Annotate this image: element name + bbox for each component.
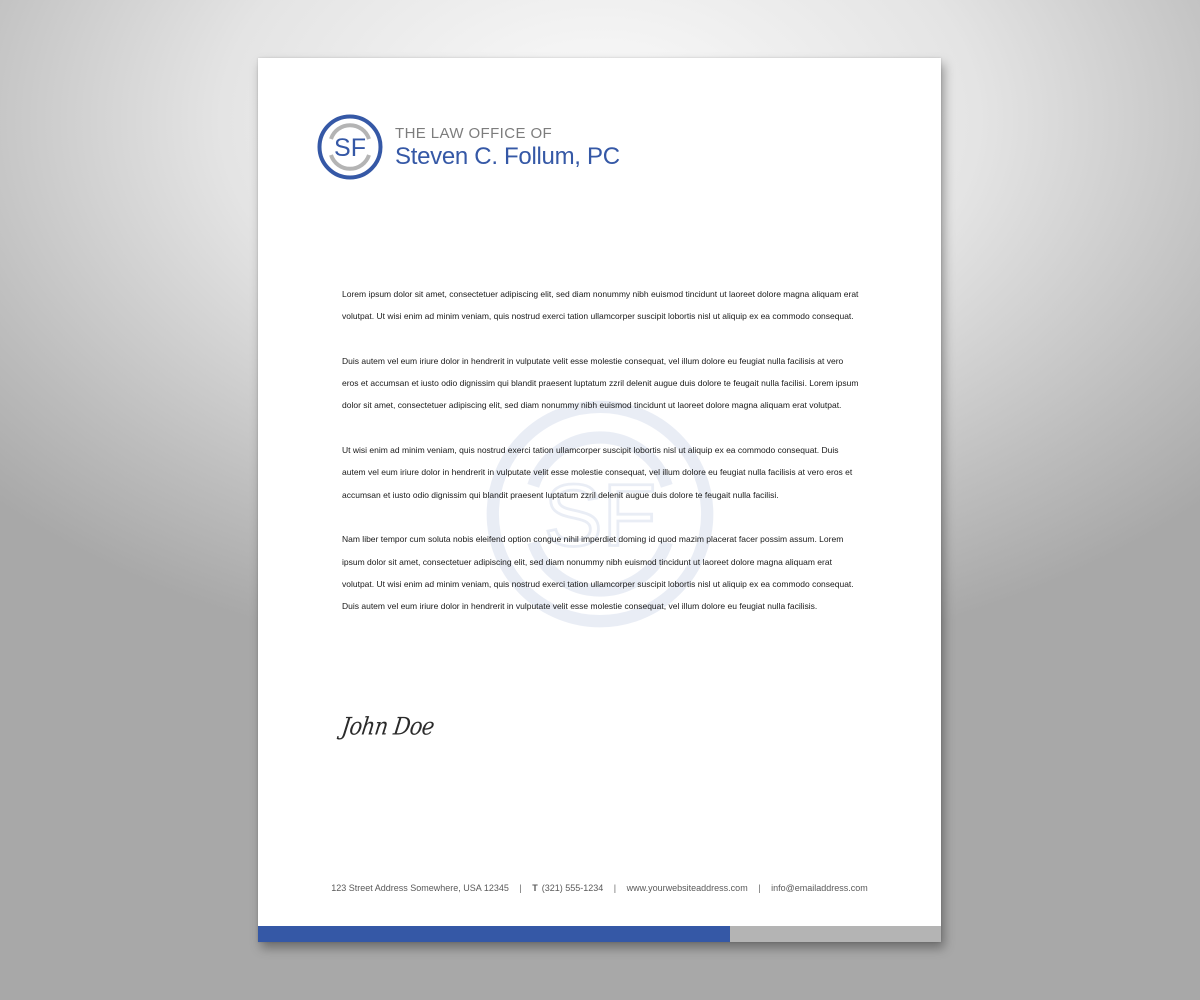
footer-separator: |: [613, 883, 617, 893]
firm-name: [395, 125, 620, 171]
footer-email: info@emailaddress.com: [771, 883, 868, 893]
letterhead-sheet: [258, 58, 941, 942]
watermark-monogram-text: SF: [543, 465, 657, 565]
footer-separator: |: [758, 883, 761, 893]
footer-separator: |: [519, 883, 522, 893]
letter-paragraph-1: Lorem ipsum dolor sit amet, consectetuer adipiscing elit, sed diam nonummy nibh euismod tincidunt ut laoreet dolore magna aliquam erat volutpat. Ut wisi enim ad minim veniam, quis nostrud exerci tation ullamcorper suscipit lobortis nisl ut aliquip ex ea commodo consequat.: [342, 289, 859, 322]
footer-bar-blue: [258, 926, 730, 942]
footer-website: www.yourwebsiteaddress.com: [626, 883, 748, 893]
logo-monogram-text: SF: [334, 134, 366, 162]
footer-phone-label: T: [532, 883, 538, 893]
letter-paragraph-2: Duis autem vel eum iriure dolor in hendrerit in vulputate velit esse molestie consequat, vel illum dolore eu feugiat nulla facilisis at vero eros et accumsan et iusto odio dignissim qui blandit praesent luptatum zzril delenit augue duis dolore te feugait nulla facilisi. Lorem ipsum dolor sit amet, consectetuer adipiscing elit, sed diam nonummy nibh euismod tincidunt ut laoreet dolore magna aliquam erat volutpat.: [342, 355, 859, 411]
firm-name-line2: Steven C. Follum, PC: [395, 143, 620, 170]
letter-paragraph-4: Nam liber tempor cum soluta nobis eleifend option congue nihil imperdiet doming id quod mazim placerat facer possim assum. Lorem ipsum dolor sit amet, consectetuer adipiscing elit, sed diam nonummy nibh euismod tincidunt ut laoreet dolore magna aliquam erat volutpat. Ut wisi enim ad minim veniam, quis nostrud exerci tation ullamcorper suscipit lobortis nisl ut aliquip ex ea commodo consequat. Duis autem vel eum iriure dolor in hendrerit in vulputate velit esse molestie consequat, vel illum dolore eu feugiat nulla facilisis.: [342, 534, 854, 612]
sf-monogram-logo: [317, 114, 383, 180]
footer-address: 123 Street Address Somewhere, USA 12345: [331, 883, 509, 893]
signature: John Doe: [340, 712, 436, 740]
letter-body: [342, 283, 862, 640]
letter-paragraph-3: Ut wisi enim ad minim veniam, quis nostrud exerci tation ullamcorper suscipit lobortis nisl ut aliquip ex ea commodo consequat. Duis autem vel eum iriure dolor in hendrerit in vulputate velit esse molestie consequat, vel illum dolore eu feugiat nulla facilisis at vero eros et accumsan et iusto odio dignissim qui blandit praesent luptatum zzril delenit augue duis dolore te feugait nulla facilisi.: [342, 445, 853, 500]
footer-bar-gray: [730, 926, 941, 942]
footer-contact: [258, 883, 941, 893]
firm-name-line1: THE LAW OFFICE OF: [395, 125, 553, 142]
footer-phone: (321) 555-1234: [541, 883, 604, 893]
